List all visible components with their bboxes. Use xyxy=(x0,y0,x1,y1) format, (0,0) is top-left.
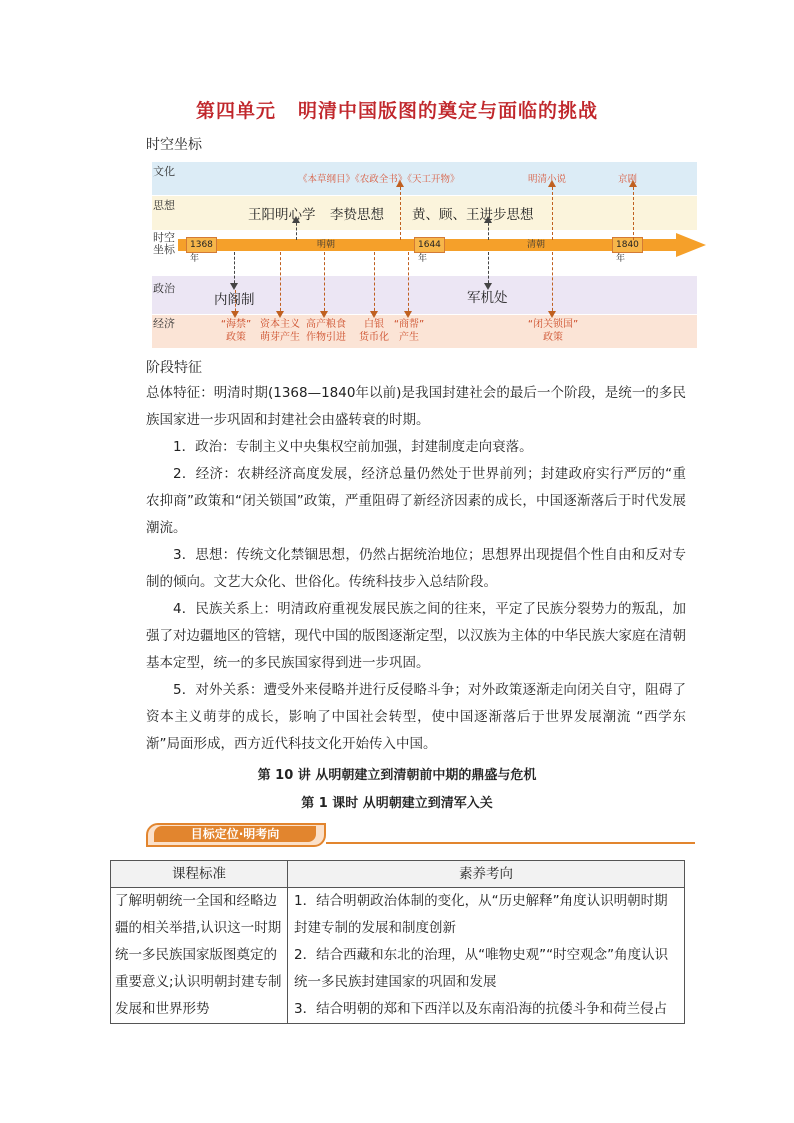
literacy-item: 1．结合明朝政治体制的变化，从“历史解释”角度认识明朝时期封建专制的发展和制度创新 xyxy=(294,893,668,936)
arrow-to-capitalism xyxy=(280,252,281,316)
stage-overall: 总体特征：明清时期(1368—1840年以前)是我国封建社会的最后一个阶段，是统一的多民族国家进一步巩固和封建社会由盛转衰的时期。 xyxy=(146,385,686,428)
thought-wang-yangming: 王阳明心学 xyxy=(248,207,316,223)
header-standard: 课程标准 xyxy=(111,861,288,888)
timeline-section-label: 时空坐标 xyxy=(146,137,202,153)
arrow-to-merchant xyxy=(408,252,409,316)
literacy-item: 2．结合西藏和东北的治理，从“唯物史观”“时空观念”角度认识统一多民族封建国家的巩固和发展 xyxy=(294,947,669,990)
arrow-to-xinxue xyxy=(296,218,297,240)
economy-closed-door: “闭关锁国” 政策 xyxy=(527,319,579,343)
unit-name: 明清中国版图的奠定与面临的挑战 xyxy=(298,100,599,122)
timeline-diagram xyxy=(152,160,702,348)
politics-cabinet: 内阁制 xyxy=(214,292,255,308)
arrow-to-closed-door xyxy=(552,252,553,316)
stage-text xyxy=(146,380,686,758)
economy-merchant: “商帮” 产生 xyxy=(393,319,425,343)
era-ming: 明朝 xyxy=(317,240,336,250)
arrow-to-novels xyxy=(552,182,553,240)
stage-point-economy: 2．经济：农耕经济高度发展，经济总量仍然处于世界前列；封建政府实行严厉的“重农抑商”政策和“闭关锁国”政策，严重阻碍了新经济因素的成长，中国逐渐落后于时代发展潮流。 xyxy=(146,466,686,536)
literacy-item: 3．结合明朝的郑和下西洋以及东南沿海的抗倭斗争和荷兰侵占 xyxy=(294,1001,668,1017)
stage-point-ethnic: 4．民族关系上：明清政府重视发展民族之间的往来，平定了民族分裂势力的叛乱，加强了对边疆地区的管辖，现代中国的版图逐渐定型，以汉族为主体的中华民族大家庭在清朝基本定型，统一的多民族国家得到进一步巩固。 xyxy=(146,601,686,671)
time-band-label: 时空坐标 xyxy=(153,231,175,256)
stage-label: 阶段特征 xyxy=(146,360,202,376)
economy-crops: 高产粮食 作物引进 xyxy=(306,319,346,343)
stage-point-foreign: 5．对外关系：遭受外来侵略并进行反侵略斗争；对外政策逐渐走向闭关自守，阻碍了资本主义萌芽的成长，影响了中国社会转型，使中国逐渐落后于世界发展潮流 “西学东渐”局面形成，西方近代科技文化开始传入中国。 xyxy=(146,682,686,752)
culture-books: 《本草纲目》《农政全书》《天工开物》 xyxy=(298,174,460,185)
economy-capitalism: 资本主义 萌芽产生 xyxy=(260,319,300,343)
literacy-cell xyxy=(288,888,685,1024)
year-1840: 1840 年 xyxy=(612,237,643,253)
economy-silver: 白银 货币化 xyxy=(359,319,389,343)
arrow-to-crops xyxy=(324,252,325,316)
culture-opera: 京剧 xyxy=(618,174,638,185)
arrow-to-cabinet xyxy=(234,252,235,288)
time-axis-arrowhead xyxy=(676,233,706,257)
target-bar-label: 目标定位·明考向 xyxy=(190,827,280,841)
lesson-title: 第 1 课时 从明朝建立到清军入关 xyxy=(301,796,493,811)
unit-title xyxy=(0,96,794,123)
culture-novels: 明清小说 xyxy=(528,174,567,185)
target-bar xyxy=(146,820,695,846)
lecture-title: 第 10 讲 从明朝建立到清朝前中期的鼎盛与危机 xyxy=(257,768,537,783)
politics-junjichu: 军机处 xyxy=(467,290,508,306)
thought-li-zhi: 李贽思想 xyxy=(330,207,384,223)
year-1368: 1368 年 xyxy=(186,237,217,253)
arrow-to-books xyxy=(400,182,401,240)
economy-haijin: “海禁” 政策 xyxy=(220,319,252,343)
arrow-to-silver xyxy=(374,252,375,316)
year-1644: 1644 年 xyxy=(414,237,445,253)
thought-progressive: 黄、顾、王进步思想 xyxy=(412,207,534,223)
standard-cell: 了解明朝统一全国和经略边疆的相关举措,认识这一时期统一多民族国家版图奠定的重要意义;认识明朝封建专制发展和世界形势 xyxy=(111,888,288,1024)
arrow-to-opera xyxy=(633,182,634,240)
standards-table xyxy=(110,860,685,1024)
economy-band-label: 经济 xyxy=(153,317,175,330)
thought-band-label: 思想 xyxy=(153,199,175,212)
unit-number: 第四单元 xyxy=(195,100,276,122)
header-literacy: 素养考向 xyxy=(288,861,685,888)
stage-point-politics: 1．政治：专制主义中央集权空前加强，封建制度走向衰落。 xyxy=(173,439,533,455)
stage-point-thought: 3．思想：传统文化禁锢思想，仍然占据统治地位；思想界出现提倡个性自由和反对专制的倾向。文艺大众化、世俗化。传统科技步入总结阶段。 xyxy=(146,547,686,590)
arrow-to-junjichu xyxy=(488,252,489,288)
culture-band-label: 文化 xyxy=(153,165,175,178)
politics-band-label: 政治 xyxy=(153,282,175,295)
era-qing: 清朝 xyxy=(527,240,546,250)
arrow-to-progressive xyxy=(488,218,489,240)
